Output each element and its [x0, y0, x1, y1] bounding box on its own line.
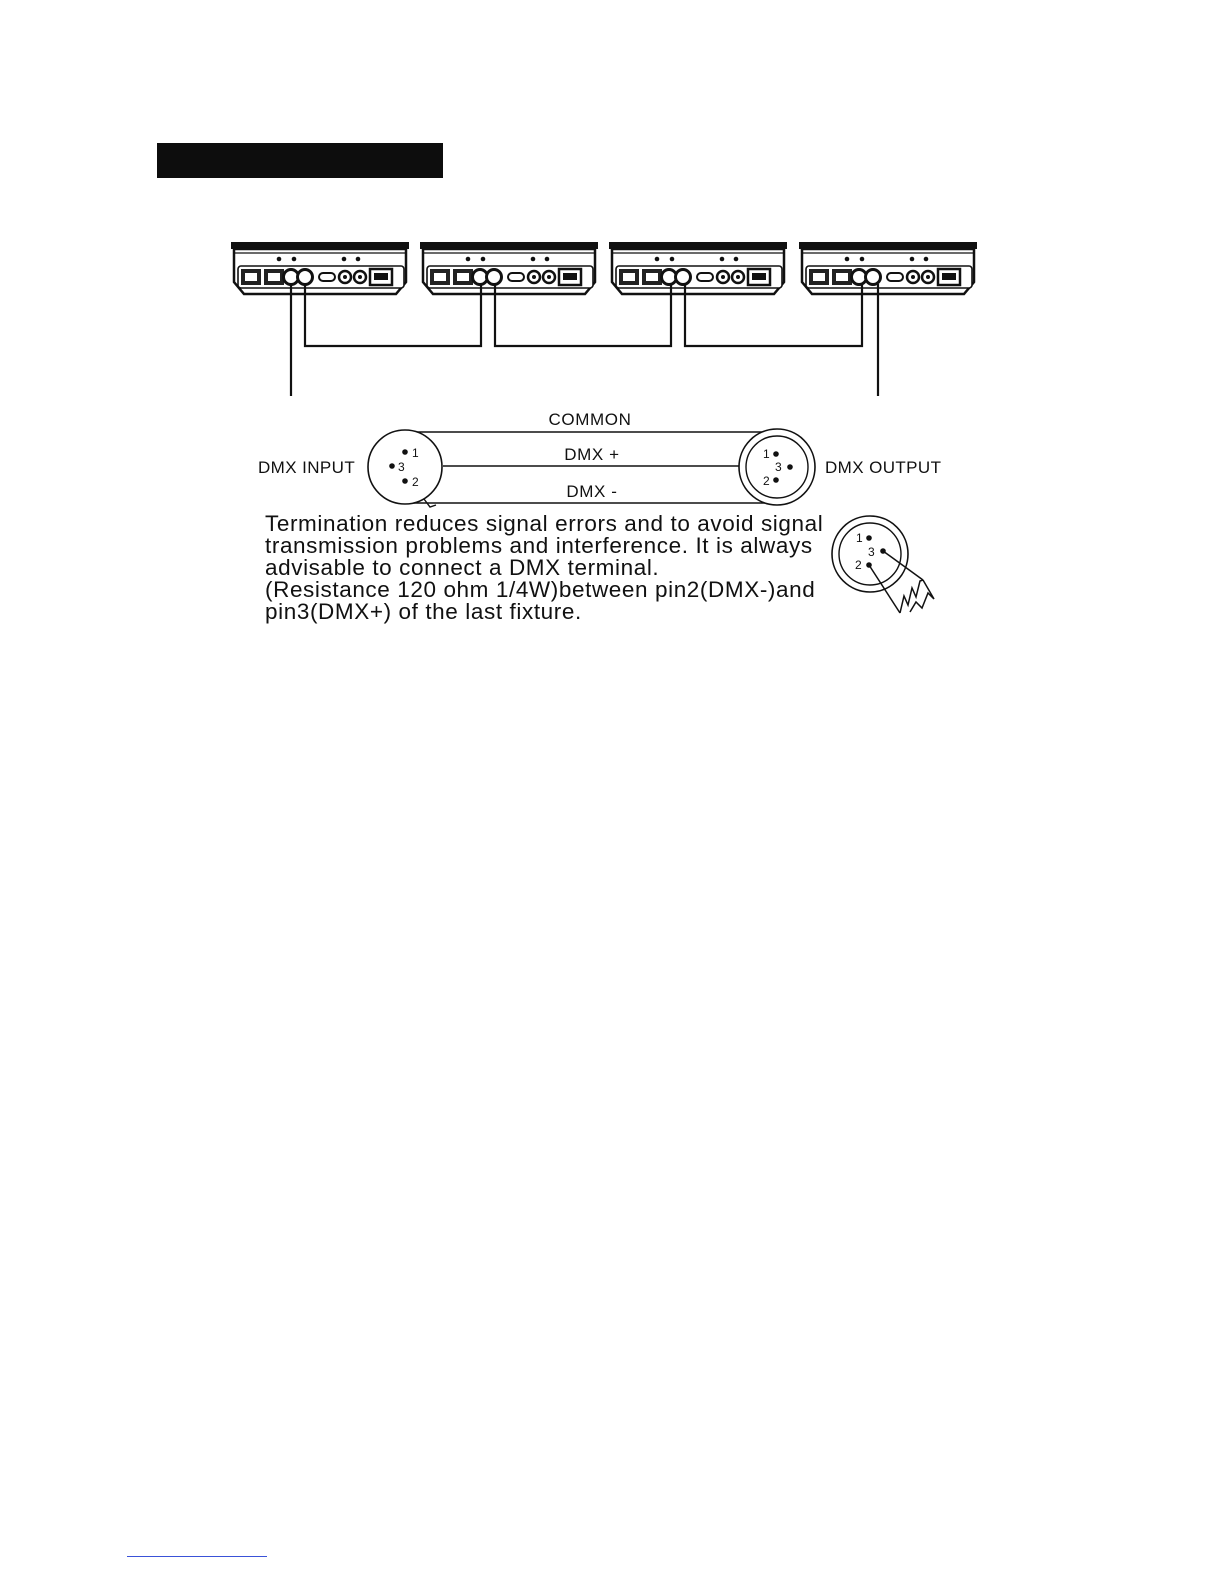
terminator-pin-1-label: 1 — [856, 531, 863, 545]
output-pin-3-label: 3 — [775, 460, 782, 474]
terminator-pin-2-label: 2 — [855, 558, 862, 572]
fixture-2 — [420, 242, 598, 294]
common-label: COMMON — [548, 410, 632, 429]
dmx-input-label: DMX INPUT — [258, 458, 356, 477]
dmx-minus-label: DMX - — [566, 482, 618, 501]
note-line: Termination reduces signal errors and to avoid signal — [265, 511, 824, 536]
input-pin-3-label: 3 — [398, 460, 405, 474]
dmx-output-label: DMX OUTPUT — [825, 458, 942, 477]
fixture-4 — [799, 242, 977, 294]
input-pin-1-label: 1 — [412, 446, 419, 460]
section-header-bar — [157, 143, 443, 178]
fixture-3 — [609, 242, 787, 294]
termination-note — [265, 513, 865, 623]
output-pin-2-label: 2 — [763, 474, 770, 488]
note-line: (Resistance 120 ohm 1/4W)between pin2(DMX-)and — [265, 577, 816, 602]
fixture-1 — [231, 242, 409, 294]
footer-rule — [127, 1556, 267, 1557]
note-line: advisable to connect a DMX terminal. — [265, 555, 660, 580]
daisy-chain-cables — [291, 284, 878, 396]
note-line: transmission problems and interference. It is always — [265, 533, 813, 558]
dmx-input-connector — [368, 430, 442, 507]
output-pin-1-label: 1 — [763, 447, 770, 461]
note-line: pin3(DMX+) of the last fixture. — [265, 599, 582, 624]
input-pin-2-label: 2 — [412, 475, 419, 489]
dmx-plus-label: DMX + — [564, 445, 620, 464]
terminator-pin-3-label: 3 — [868, 545, 875, 559]
